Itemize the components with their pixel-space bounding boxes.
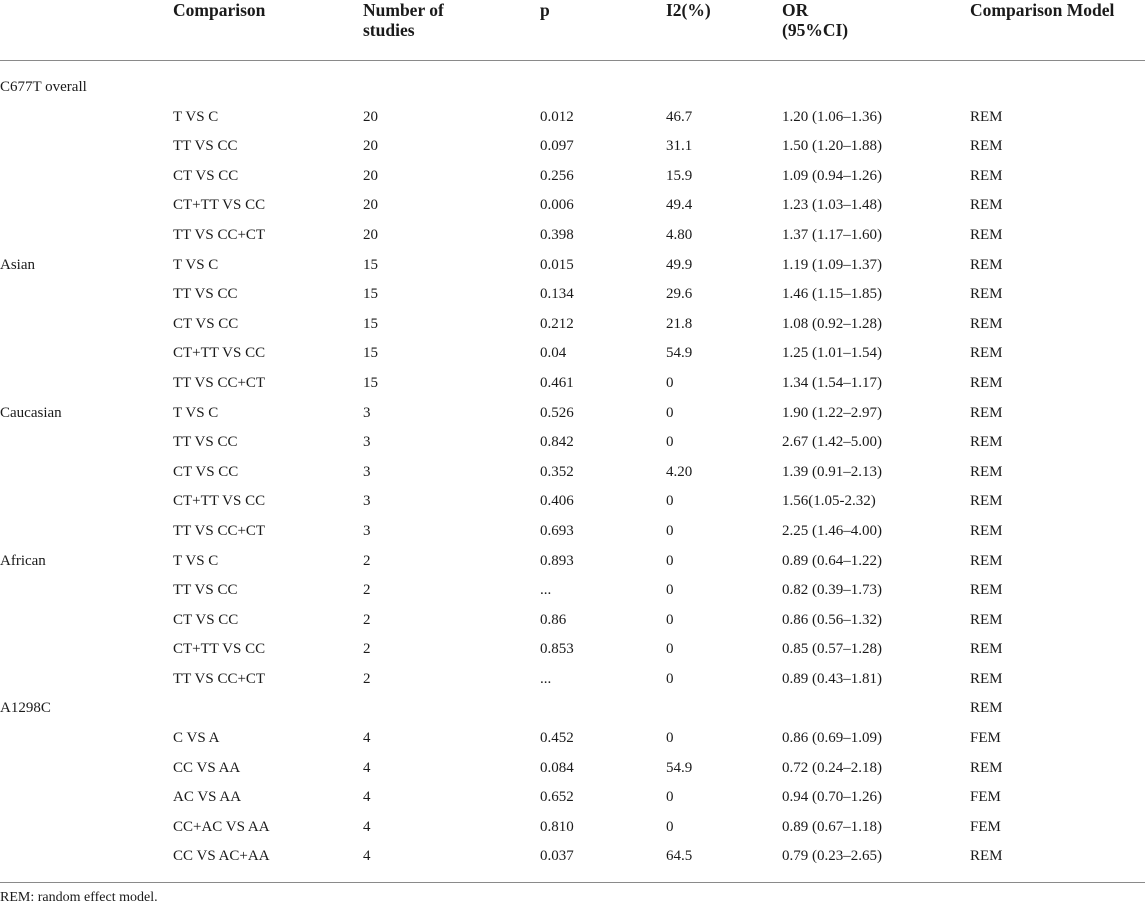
- i2-cell: 49.9: [666, 256, 693, 273]
- studies-cell: 4: [363, 818, 371, 835]
- i2-cell: 4.20: [666, 463, 693, 480]
- p-value-cell: 0.084: [540, 759, 574, 776]
- model-cell: REM: [970, 286, 1003, 303]
- table-row: [0, 221, 1145, 251]
- p-value-cell: 0.012: [540, 108, 574, 125]
- or-ci-cell: 0.89 (0.64–1.22): [782, 552, 882, 569]
- i2-cell: 0: [666, 730, 674, 747]
- i2-cell: 21.8: [666, 315, 693, 332]
- p-value-cell: 0.406: [540, 493, 574, 510]
- table-row: [0, 783, 1145, 813]
- table-row: [0, 132, 1145, 162]
- comparison-cell: CC VS AA: [173, 759, 241, 776]
- comparison-cell: TT VS CC+CT: [173, 374, 266, 391]
- studies-cell: 20: [363, 108, 378, 125]
- model-cell: REM: [970, 670, 1003, 687]
- p-value-cell: 0.452: [540, 730, 574, 747]
- table-row: [0, 339, 1145, 369]
- table-footnote: REM: random effect model.: [0, 890, 158, 905]
- studies-cell: 2: [363, 582, 371, 599]
- studies-cell: 2: [363, 670, 371, 687]
- comparison-cell: TT VS CC: [173, 138, 238, 155]
- comparison-cell: TT VS CC: [173, 582, 238, 599]
- table-row: [0, 635, 1145, 665]
- model-cell: FEM: [970, 789, 1001, 806]
- model-cell: REM: [970, 315, 1003, 332]
- studies-cell: 4: [363, 848, 371, 865]
- header-number-of-studies: [363, 0, 444, 40]
- i2-cell: 0: [666, 789, 674, 806]
- comparison-cell: CT VS CC: [173, 463, 239, 480]
- model-cell: REM: [970, 256, 1003, 273]
- comparison-cell: CT VS CC: [173, 611, 239, 628]
- i2-cell: 0: [666, 374, 674, 391]
- header-or-line2: (95%CI): [782, 20, 849, 40]
- i2-cell: 29.6: [666, 286, 693, 303]
- or-ci-cell: 0.89 (0.43–1.81): [782, 670, 882, 687]
- studies-cell: 3: [363, 493, 371, 510]
- table-row: [0, 813, 1145, 843]
- model-cell: REM: [970, 759, 1003, 776]
- studies-cell: 2: [363, 611, 371, 628]
- comparison-cell: T VS C: [173, 404, 219, 421]
- table-row: [0, 576, 1145, 606]
- i2-cell: 0: [666, 611, 674, 628]
- model-cell: REM: [970, 404, 1003, 421]
- comparison-cell: CT+TT VS CC: [173, 345, 266, 362]
- i2-cell: 0: [666, 670, 674, 687]
- i2-cell: 46.7: [666, 108, 693, 125]
- studies-cell: 15: [363, 256, 378, 273]
- table-row: [0, 399, 1145, 429]
- i2-cell: 54.9: [666, 345, 693, 362]
- table-header: [0, 0, 1145, 61]
- table-row: [0, 487, 1145, 517]
- or-ci-cell: 0.86 (0.56–1.32): [782, 611, 882, 628]
- or-ci-cell: 1.08 (0.92–1.28): [782, 315, 882, 332]
- group-label: Caucasian: [0, 404, 62, 421]
- table-row: [0, 724, 1145, 754]
- header-comparison-model: Comparison Model: [970, 0, 1115, 20]
- i2-cell: 64.5: [666, 848, 693, 865]
- table-row: [0, 428, 1145, 458]
- studies-cell: 15: [363, 345, 378, 362]
- studies-cell: 2: [363, 552, 371, 569]
- header-comparison: Comparison: [173, 0, 266, 20]
- model-cell: REM: [970, 138, 1003, 155]
- model-cell: REM: [970, 700, 1003, 717]
- header-or-line1: OR: [782, 0, 809, 20]
- or-ci-cell: 1.19 (1.09–1.37): [782, 256, 882, 273]
- or-ci-cell: 0.82 (0.39–1.73): [782, 582, 882, 599]
- p-value-cell: 0.810: [540, 818, 574, 835]
- table-row: [0, 369, 1145, 399]
- table-row: [0, 310, 1145, 340]
- or-ci-cell: 2.67 (1.42–5.00): [782, 434, 882, 451]
- studies-cell: 20: [363, 197, 378, 214]
- model-cell: REM: [970, 463, 1003, 480]
- comparison-cell: TT VS CC+CT: [173, 226, 266, 243]
- p-value-cell: 0.461: [540, 374, 574, 391]
- or-ci-cell: 1.09 (0.94–1.26): [782, 167, 882, 184]
- model-cell: REM: [970, 434, 1003, 451]
- p-value-cell: 0.006: [540, 197, 574, 214]
- comparison-cell: T VS C: [173, 256, 219, 273]
- p-value-cell: ...: [540, 670, 552, 687]
- comparison-cell: CT VS CC: [173, 167, 239, 184]
- or-ci-cell: 1.56(1.05-2.32): [782, 493, 876, 510]
- or-ci-cell: 1.39 (0.91–2.13): [782, 463, 882, 480]
- studies-cell: 20: [363, 138, 378, 155]
- i2-cell: 0: [666, 522, 674, 539]
- comparison-cell: T VS C: [173, 552, 219, 569]
- p-value-cell: 0.037: [540, 848, 574, 865]
- header-or: [782, 0, 848, 40]
- i2-cell: 31.1: [666, 138, 693, 155]
- or-ci-cell: 1.37 (1.17–1.60): [782, 226, 882, 243]
- p-value-cell: 0.86: [540, 611, 567, 628]
- p-value-cell: 0.015: [540, 256, 574, 273]
- group-label: African: [0, 552, 46, 569]
- i2-cell: 0: [666, 404, 674, 421]
- table-row: [0, 665, 1145, 695]
- comparison-cell: CT VS CC: [173, 315, 239, 332]
- comparison-cell: TT VS CC: [173, 286, 238, 303]
- or-ci-cell: 0.85 (0.57–1.28): [782, 641, 882, 658]
- comparison-cell: CC VS AC+AA: [173, 848, 270, 865]
- table-bottom-rule: [0, 882, 1145, 883]
- or-ci-cell: 1.90 (1.22–2.97): [782, 404, 882, 421]
- p-value-cell: 0.256: [540, 167, 574, 184]
- p-value-cell: 0.352: [540, 463, 574, 480]
- group-label: C677T overall: [0, 79, 87, 95]
- header-i2: I2(%): [666, 0, 711, 20]
- or-ci-cell: 1.46 (1.15–1.85): [782, 286, 882, 303]
- studies-cell: 3: [363, 463, 371, 480]
- comparison-cell: CT+TT VS CC: [173, 197, 266, 214]
- table-row: [0, 754, 1145, 784]
- or-ci-cell: 0.79 (0.23–2.65): [782, 848, 882, 865]
- table-row: [0, 606, 1145, 636]
- i2-cell: 15.9: [666, 167, 693, 184]
- table-row: [0, 517, 1145, 547]
- table-row: [0, 842, 1145, 872]
- p-value-cell: 0.04: [540, 345, 567, 362]
- i2-cell: 0: [666, 552, 674, 569]
- model-cell: REM: [970, 493, 1003, 510]
- or-ci-cell: 1.25 (1.01–1.54): [782, 345, 882, 362]
- or-ci-cell: 1.34 (1.54–1.17): [782, 374, 882, 391]
- model-cell: REM: [970, 345, 1003, 362]
- or-ci-cell: 0.86 (0.69–1.09): [782, 730, 882, 747]
- p-value-cell: 0.134: [540, 286, 574, 303]
- table-row: [0, 458, 1145, 488]
- table-row: [0, 251, 1145, 281]
- studies-cell: 3: [363, 434, 371, 451]
- or-ci-cell: 2.25 (1.46–4.00): [782, 522, 882, 539]
- i2-cell: 0: [666, 641, 674, 658]
- studies-cell: 3: [363, 404, 371, 421]
- model-cell: REM: [970, 641, 1003, 658]
- p-value-cell: 0.526: [540, 404, 574, 421]
- studies-cell: 4: [363, 759, 371, 776]
- studies-cell: 15: [363, 374, 378, 391]
- comparison-cell: TT VS CC+CT: [173, 670, 266, 687]
- i2-cell: 0: [666, 582, 674, 599]
- comparison-cell: CT+TT VS CC: [173, 493, 266, 510]
- p-value-cell: 0.853: [540, 641, 574, 658]
- model-cell: REM: [970, 582, 1003, 599]
- model-cell: REM: [970, 848, 1003, 865]
- p-value-cell: 0.398: [540, 226, 574, 243]
- i2-cell: 4.80: [666, 226, 693, 243]
- table-row: [0, 73, 1145, 103]
- studies-cell: 4: [363, 789, 371, 806]
- studies-cell: 15: [363, 315, 378, 332]
- i2-cell: 0: [666, 493, 674, 510]
- comparison-cell: C VS A: [173, 730, 220, 747]
- or-ci-cell: 0.89 (0.67–1.18): [782, 818, 882, 835]
- model-cell: REM: [970, 226, 1003, 243]
- comparison-cell: CC+AC VS AA: [173, 818, 270, 835]
- comparison-cell: TT VS CC: [173, 434, 238, 451]
- i2-cell: 54.9: [666, 759, 693, 776]
- studies-cell: 4: [363, 730, 371, 747]
- header-studies-line2: studies: [363, 20, 415, 40]
- i2-cell: 49.4: [666, 197, 693, 214]
- comparison-cell: T VS C: [173, 108, 219, 125]
- or-ci-cell: 1.50 (1.20–1.88): [782, 138, 882, 155]
- table-row: [0, 191, 1145, 221]
- p-value-cell: 0.652: [540, 789, 574, 806]
- header-p: p: [540, 0, 550, 20]
- i2-cell: 0: [666, 434, 674, 451]
- or-ci-cell: 0.72 (0.24–2.18): [782, 759, 882, 776]
- model-cell: REM: [970, 611, 1003, 628]
- or-ci-cell: 1.20 (1.06–1.36): [782, 108, 882, 125]
- group-label: A1298C: [0, 700, 51, 717]
- studies-cell: 20: [363, 226, 378, 243]
- model-cell: FEM: [970, 818, 1001, 835]
- table-row: [0, 280, 1145, 310]
- model-cell: REM: [970, 374, 1003, 391]
- studies-cell: 20: [363, 167, 378, 184]
- studies-cell: 3: [363, 522, 371, 539]
- studies-cell: 2: [363, 641, 371, 658]
- model-cell: REM: [970, 167, 1003, 184]
- or-ci-cell: 0.94 (0.70–1.26): [782, 789, 882, 806]
- model-cell: FEM: [970, 730, 1001, 747]
- p-value-cell: 0.693: [540, 522, 574, 539]
- table-row: [0, 694, 1145, 724]
- table-row: [0, 103, 1145, 133]
- model-cell: REM: [970, 522, 1003, 539]
- i2-cell: 0: [666, 818, 674, 835]
- group-label: Asian: [0, 256, 35, 273]
- model-cell: REM: [970, 552, 1003, 569]
- or-ci-cell: 1.23 (1.03–1.48): [782, 197, 882, 214]
- p-value-cell: 0.097: [540, 138, 574, 155]
- studies-cell: 15: [363, 286, 378, 303]
- header-studies-line1: Number of: [363, 0, 444, 20]
- table-row: [0, 547, 1145, 577]
- table-row: [0, 162, 1145, 192]
- comparison-cell: AC VS AA: [173, 789, 242, 806]
- p-value-cell: 0.212: [540, 315, 574, 332]
- model-cell: REM: [970, 108, 1003, 125]
- table-body: [0, 73, 1145, 872]
- p-value-cell: 0.842: [540, 434, 574, 451]
- comparison-cell: CT+TT VS CC: [173, 641, 266, 658]
- comparison-cell: TT VS CC+CT: [173, 522, 266, 539]
- model-cell: REM: [970, 197, 1003, 214]
- p-value-cell: ...: [540, 582, 552, 599]
- p-value-cell: 0.893: [540, 552, 574, 569]
